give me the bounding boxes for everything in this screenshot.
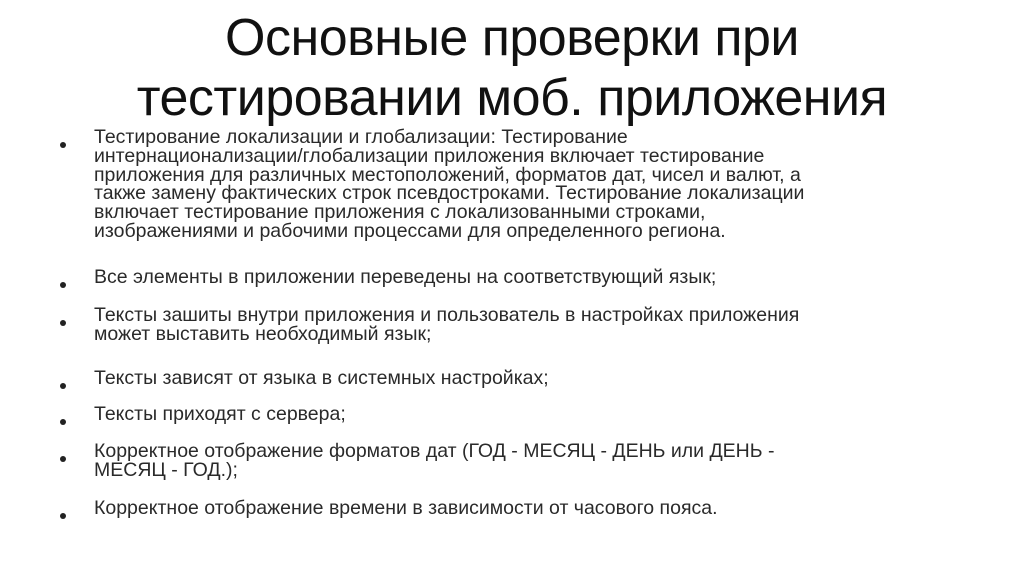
bullet-dot-icon [60, 142, 66, 148]
bullet-item-all-translated [56, 268, 956, 306]
bullet-dot-icon [60, 419, 66, 425]
bullet-item-timezone [56, 499, 956, 523]
bullet-dot-icon [60, 513, 66, 519]
bullet-text: Тексты зависят от языка в системных настройках; [94, 367, 549, 389]
bullet-item-localization [56, 128, 956, 268]
bullet-text: Тестирование локализации и глобализации: Тестирование интернационализации/глобализации приложения включает тестирование приложения для различных местоположений, форматов дат, чисел и валют, а также замену фактических строк псевдостроками. Тестирование локализации включает тестирование приложения с локализованными строками, изображениями и рабочими процессами для определенного региона. [94, 126, 805, 242]
bullet-dot-icon [60, 320, 66, 326]
bullet-text: Тексты зашиты внутри приложения и пользователь в настройках приложения может выставить необходимый язык; [94, 304, 800, 345]
bullet-list [56, 128, 956, 523]
bullet-dot-icon [60, 456, 66, 462]
bullet-item-system-language [56, 369, 956, 405]
bullet-text: Корректное отображение форматов дат (ГОД - МЕСЯЦ - ДЕНЬ или ДЕНЬ - МЕСЯЦ - ГОД.); [94, 440, 775, 481]
bullet-item-embedded-texts [56, 306, 956, 369]
bullet-item-server-texts [56, 405, 956, 442]
bullet-dot-icon [60, 383, 66, 389]
bullet-text: Корректное отображение времени в зависимости от часового пояса. [94, 497, 718, 519]
bullet-text: Все элементы в приложении переведены на соответствующий язык; [94, 266, 717, 288]
bullet-item-date-formats [56, 442, 956, 499]
slide-title-line-1: Основные проверки при [225, 9, 799, 67]
slide-title-line-2: тестировании моб. приложения [136, 69, 888, 127]
bullet-dot-icon [60, 282, 66, 288]
bullet-text: Тексты приходят с сервера; [94, 403, 346, 425]
